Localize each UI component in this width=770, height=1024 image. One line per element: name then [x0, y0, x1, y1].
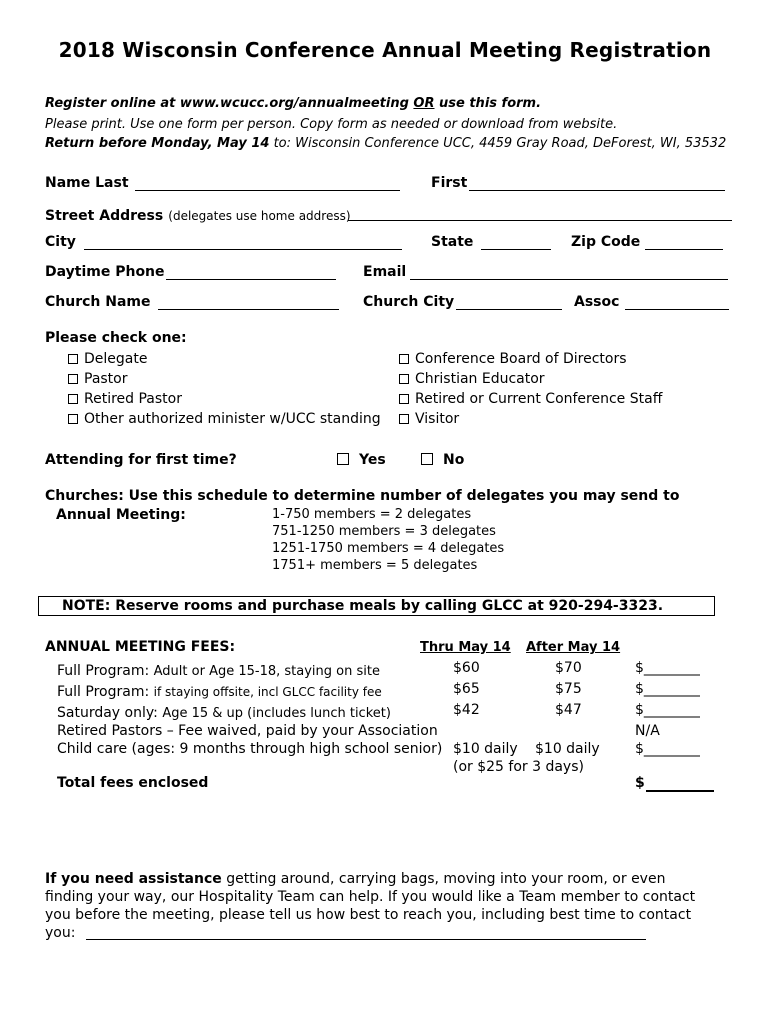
- phone-label: Daytime Phone: [45, 264, 165, 280]
- print-instructions: Please print. Use one form per person. Copy form as needed or download from website.: [45, 117, 618, 132]
- child-note: (or $25 for 3 days): [453, 759, 584, 775]
- child-thru: $10 daily: [453, 741, 518, 757]
- checkbox[interactable]: [399, 374, 409, 384]
- state-label: State: [431, 234, 474, 250]
- option-visitor[interactable]: Visitor: [399, 411, 459, 427]
- checkbox[interactable]: [399, 354, 409, 364]
- note-text: NOTE: Reserve rooms and purchase meals by calling GLCC at 920-294-3323.: [62, 598, 664, 614]
- or-emphasis: OR: [413, 96, 435, 111]
- zip-label: Zip Code: [571, 234, 641, 250]
- checkbox[interactable]: [68, 414, 78, 424]
- assist-line-1: If you need assistance getting around, carrying bags, moving into your room, or even: [45, 871, 666, 887]
- street-field[interactable]: [348, 220, 732, 221]
- church-name-label: Church Name: [45, 294, 151, 310]
- assoc-label: Assoc: [574, 294, 620, 310]
- phone-field[interactable]: [166, 279, 336, 280]
- last-name-label: Name Last: [45, 175, 129, 191]
- assist-line-4: you:: [45, 925, 76, 941]
- checkbox[interactable]: [337, 453, 349, 465]
- child-amount-field[interactable]: $________: [635, 741, 700, 757]
- option-conference-staff[interactable]: Retired or Current Conference Staff: [399, 391, 662, 407]
- email-field[interactable]: [410, 279, 728, 280]
- last-name-field[interactable]: [135, 190, 400, 191]
- option-delegate[interactable]: Delegate: [68, 351, 147, 367]
- first-time-no[interactable]: No: [421, 452, 464, 468]
- checkbox[interactable]: [68, 374, 78, 384]
- schedule-row: 1251-1750 members = 4 delegates: [272, 541, 505, 556]
- option-board-of-directors[interactable]: Conference Board of Directors: [399, 351, 627, 367]
- churches-heading: Churches: Use this schedule to determine number of delegates you may send to: [45, 488, 680, 504]
- child-after: $10 daily: [535, 741, 600, 757]
- col-after-may-14: After May 14: [526, 640, 621, 655]
- church-name-field[interactable]: [158, 309, 339, 310]
- check-one-heading: Please check one:: [45, 330, 187, 346]
- retired-amount: N/A: [635, 723, 660, 739]
- fee-thru: $42: [453, 702, 480, 718]
- assist-line-3: you before the meeting, please tell us how best to reach you, including best time to contact: [45, 907, 692, 923]
- first-time-yes[interactable]: Yes: [337, 452, 386, 468]
- option-christian-educator[interactable]: Christian Educator: [399, 371, 545, 387]
- total-amount-field[interactable]: [646, 790, 714, 792]
- schedule-row: 751-1250 members = 3 delegates: [272, 524, 496, 539]
- fee-amount-field[interactable]: $________: [635, 702, 700, 718]
- checkbox[interactable]: [68, 394, 78, 404]
- fee-after: $70: [555, 660, 582, 676]
- fees-heading: ANNUAL MEETING FEES:: [45, 639, 236, 655]
- return-deadline: Return before Monday, May 14: [45, 136, 270, 151]
- retired-pastors-row: Retired Pastors – Fee waived, paid by your Association: [57, 723, 438, 739]
- total-label: Total fees enclosed: [57, 775, 209, 791]
- schedule-row: 1751+ members = 5 delegates: [272, 558, 478, 573]
- city-label: City: [45, 234, 76, 250]
- schedule-row: 1-750 members = 2 delegates: [272, 507, 472, 522]
- page-title: 2018 Wisconsin Conference Annual Meeting Registration: [58, 38, 712, 62]
- child-care-row: Child care (ages: 9 months through high school senior): [57, 741, 443, 757]
- street-note: (delegates use home address): [168, 209, 351, 223]
- fee-thru: $65: [453, 681, 480, 697]
- fee-row-full-offsite: Full Program: if staying offsite, incl GLCC facility fee: [57, 684, 382, 700]
- fee-amount-field[interactable]: $________: [635, 660, 700, 676]
- street-label-group: [45, 205, 351, 224]
- email-label: Email: [363, 264, 407, 280]
- zip-field[interactable]: [645, 249, 723, 250]
- fee-amount-field[interactable]: $________: [635, 681, 700, 697]
- assoc-field[interactable]: [625, 309, 729, 310]
- col-thru-may-14: Thru May 14: [420, 640, 511, 655]
- option-retired-pastor[interactable]: Retired Pastor: [68, 391, 182, 407]
- assist-contact-field[interactable]: [86, 939, 646, 940]
- fee-after: $75: [555, 681, 582, 697]
- return-address: to: Wisconsin Conference UCC, 4459 Gray Road, DeForest, WI, 53532: [269, 136, 727, 151]
- checkbox[interactable]: [399, 414, 409, 424]
- checkbox[interactable]: [399, 394, 409, 404]
- fee-after: $47: [555, 702, 582, 718]
- fee-thru: $60: [453, 660, 480, 676]
- return-instructions: [45, 136, 726, 151]
- checkbox[interactable]: [68, 354, 78, 364]
- register-online-line: [45, 96, 541, 111]
- first-name-label: First: [431, 175, 468, 191]
- city-field[interactable]: [84, 249, 402, 250]
- church-city-field[interactable]: [456, 309, 562, 310]
- street-label: Street Address: [45, 208, 164, 224]
- checkbox[interactable]: [421, 453, 433, 465]
- state-field[interactable]: [481, 249, 551, 250]
- church-city-label: Church City: [363, 294, 455, 310]
- option-pastor[interactable]: Pastor: [68, 371, 128, 387]
- fee-row-saturday: Saturday only: Age 15 & up (includes lunch ticket): [57, 705, 391, 721]
- total-dollar-sign: $: [635, 775, 645, 791]
- fee-row-full-onsite: Full Program: Adult or Age 15-18, staying on site: [57, 663, 380, 679]
- first-name-field[interactable]: [469, 190, 725, 191]
- register-online-text: Register online at www.wcucc.org/annualmeeting: [45, 96, 414, 111]
- use-form-text: use this form.: [434, 96, 542, 111]
- assist-bold: If you need assistance: [45, 871, 222, 887]
- churches-heading-2: Annual Meeting:: [56, 507, 186, 523]
- option-other-minister[interactable]: Other authorized minister w/UCC standing: [68, 411, 381, 427]
- assist-line-2: finding your way, our Hospitality Team can help. If you would like a Team member to contact: [45, 889, 696, 905]
- first-time-label: Attending for first time?: [45, 452, 237, 468]
